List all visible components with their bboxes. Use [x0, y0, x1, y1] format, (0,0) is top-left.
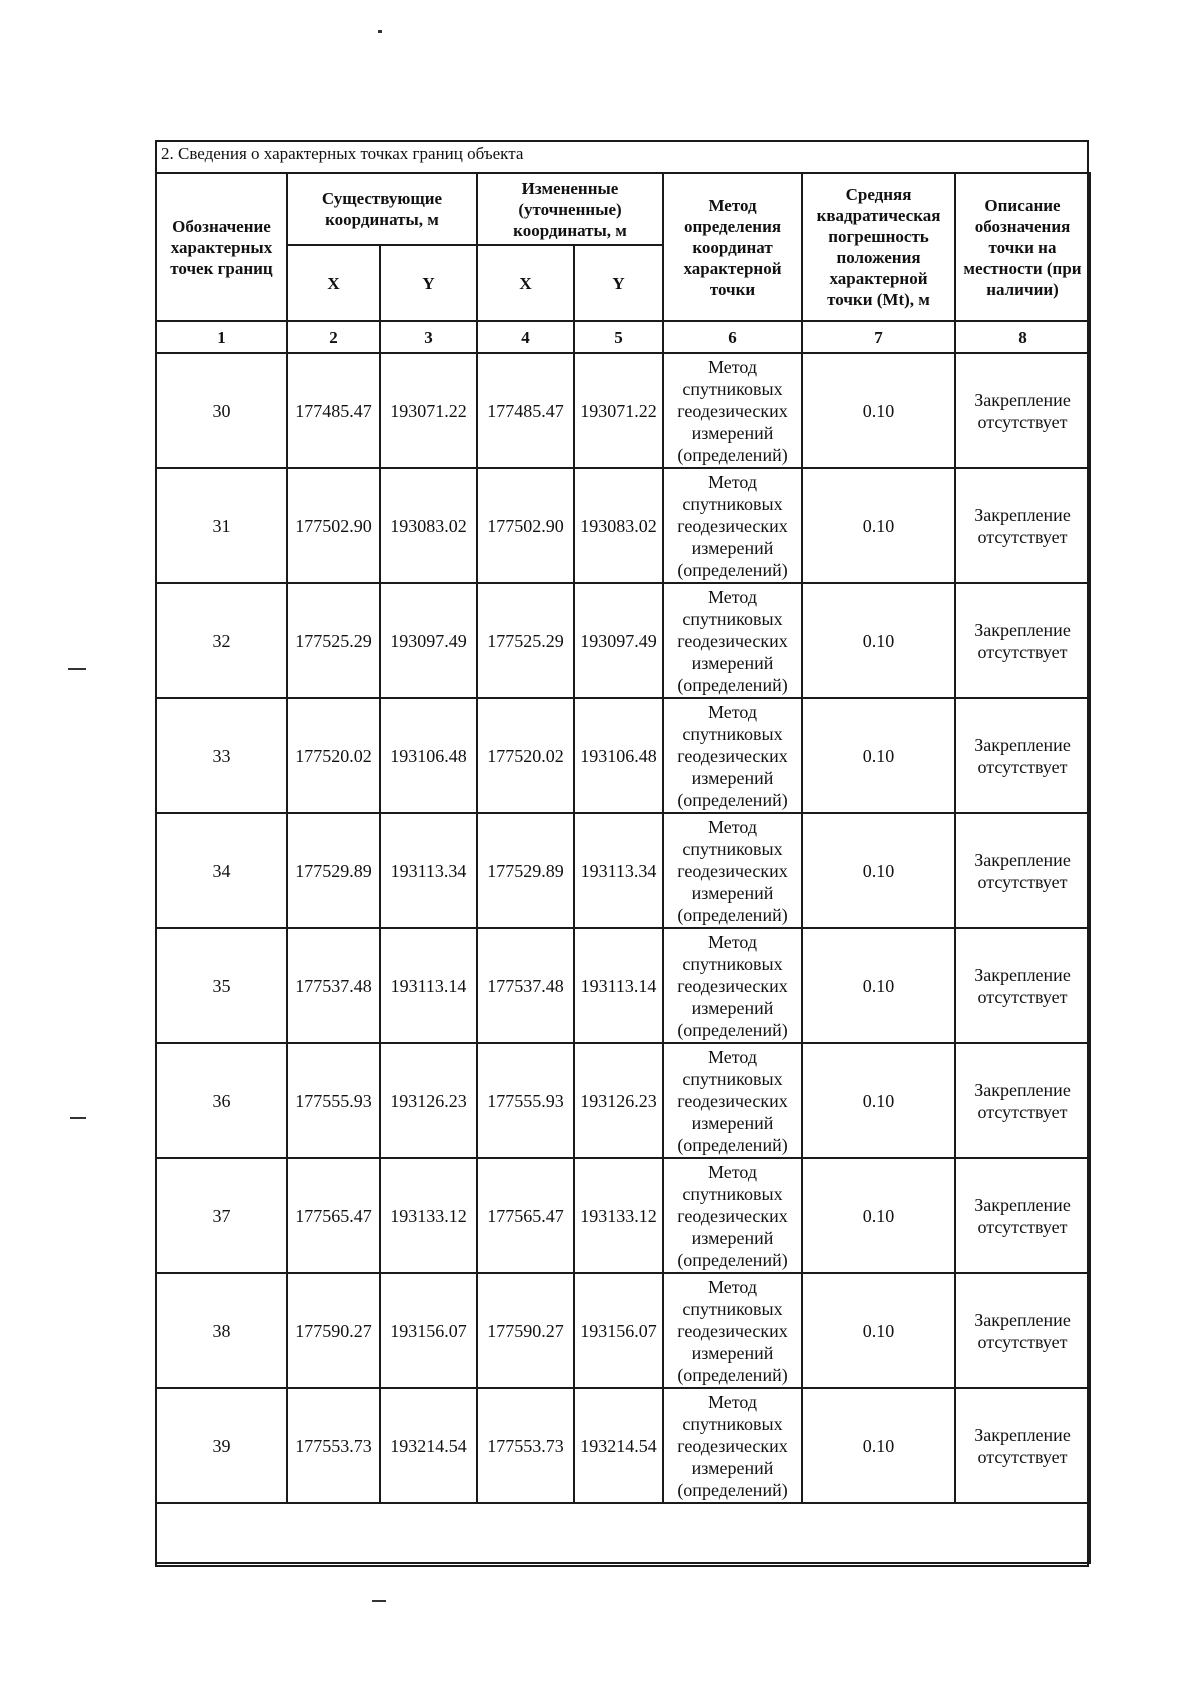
- description: Закрепление отсутствует: [955, 353, 1090, 468]
- existing-y: 193113.14: [380, 928, 477, 1043]
- changed-x: 177590.27: [477, 1273, 574, 1388]
- column-number: 1: [156, 321, 287, 353]
- method: Метод спутниковых геодезических измерений (определений): [663, 468, 802, 583]
- changed-x: 177553.73: [477, 1388, 574, 1503]
- accuracy: 0.10: [802, 1273, 955, 1388]
- description: Закрепление отсутствует: [955, 583, 1090, 698]
- existing-x: 177537.48: [287, 928, 380, 1043]
- method: Метод спутниковых геодезических измерений (определений): [663, 583, 802, 698]
- accuracy: 0.10: [802, 1388, 955, 1503]
- table-row: [156, 813, 1090, 928]
- header-existing-coordinates: Существующие координаты, м: [287, 173, 477, 245]
- scan-dash: [68, 668, 86, 670]
- accuracy: 0.10: [802, 928, 955, 1043]
- description: Закрепление отсутствует: [955, 698, 1090, 813]
- method: Метод спутниковых геодезических измерений (определений): [663, 928, 802, 1043]
- method: Метод спутниковых геодезических измерений (определений): [663, 1043, 802, 1158]
- method: Метод спутниковых геодезических измерений (определений): [663, 1388, 802, 1503]
- column-number: 3: [380, 321, 477, 353]
- table-row: [156, 468, 1090, 583]
- column-number: 5: [574, 321, 663, 353]
- existing-x: 177502.90: [287, 468, 380, 583]
- description: Закрепление отсутствует: [955, 928, 1090, 1043]
- description: Закрепление отсутствует: [955, 468, 1090, 583]
- existing-y: 193156.07: [380, 1273, 477, 1388]
- accuracy: 0.10: [802, 583, 955, 698]
- header-point-designation: Обозначение характерных точек границ: [156, 173, 287, 321]
- table-row: [156, 1158, 1090, 1273]
- existing-y: 193133.12: [380, 1158, 477, 1273]
- header-existing-x: X: [287, 245, 380, 321]
- changed-y: 193083.02: [574, 468, 663, 583]
- table-row: [156, 928, 1090, 1043]
- column-number: 2: [287, 321, 380, 353]
- changed-y: 193133.12: [574, 1158, 663, 1273]
- header-description: Описание обозначения точки на местности (при наличии): [955, 173, 1090, 321]
- description: Закрепление отсутствует: [955, 813, 1090, 928]
- point-designation: 31: [156, 468, 287, 583]
- changed-y: 193113.14: [574, 928, 663, 1043]
- table-row: [156, 1273, 1090, 1388]
- changed-x: 177529.89: [477, 813, 574, 928]
- header-existing-y: Y: [380, 245, 477, 321]
- method: Метод спутниковых геодезических измерений (определений): [663, 1273, 802, 1388]
- accuracy: 0.10: [802, 698, 955, 813]
- section-title: 2. Сведения о характерных точках границ объекта: [161, 144, 524, 163]
- existing-x: 177520.02: [287, 698, 380, 813]
- accuracy: 0.10: [802, 468, 955, 583]
- method: Метод спутниковых геодезических измерений (определений): [663, 698, 802, 813]
- table-row: [156, 353, 1090, 468]
- empty-footer-row: [156, 1503, 1090, 1563]
- table-row: [156, 583, 1090, 698]
- column-number: 8: [955, 321, 1090, 353]
- point-designation: 39: [156, 1388, 287, 1503]
- existing-y: 193097.49: [380, 583, 477, 698]
- header-changed-coordinates: Измененные (уточненные) координаты, м: [477, 173, 663, 245]
- header-method: Метод определения координат характерной точки: [663, 173, 802, 321]
- accuracy: 0.10: [802, 1158, 955, 1273]
- point-designation: 30: [156, 353, 287, 468]
- section-frame: [155, 140, 1089, 1567]
- accuracy: 0.10: [802, 353, 955, 468]
- description: Закрепление отсутствует: [955, 1388, 1090, 1503]
- method: Метод спутниковых геодезических измерений (определений): [663, 813, 802, 928]
- changed-x: 177537.48: [477, 928, 574, 1043]
- existing-y: 193106.48: [380, 698, 477, 813]
- method: Метод спутниковых геодезических измерений (определений): [663, 1158, 802, 1273]
- existing-y: 193113.34: [380, 813, 477, 928]
- point-designation: 37: [156, 1158, 287, 1273]
- accuracy: 0.10: [802, 813, 955, 928]
- existing-y: 193083.02: [380, 468, 477, 583]
- column-number: 7: [802, 321, 955, 353]
- existing-y: 193214.54: [380, 1388, 477, 1503]
- existing-x: 177555.93: [287, 1043, 380, 1158]
- method: Метод спутниковых геодезических измерений (определений): [663, 353, 802, 468]
- description: Закрепление отсутствует: [955, 1158, 1090, 1273]
- changed-x: 177485.47: [477, 353, 574, 468]
- changed-y: 193126.23: [574, 1043, 663, 1158]
- header-changed-x: X: [477, 245, 574, 321]
- existing-x: 177590.27: [287, 1273, 380, 1388]
- existing-x: 177525.29: [287, 583, 380, 698]
- point-designation: 35: [156, 928, 287, 1043]
- scan-dash: [372, 1600, 386, 1602]
- changed-x: 177555.93: [477, 1043, 574, 1158]
- table-row: [156, 1388, 1090, 1503]
- existing-y: 193126.23: [380, 1043, 477, 1158]
- changed-y: 193214.54: [574, 1388, 663, 1503]
- existing-x: 177553.73: [287, 1388, 380, 1503]
- description: Закрепление отсутствует: [955, 1043, 1090, 1158]
- existing-x: 177565.47: [287, 1158, 380, 1273]
- table-row: [156, 1043, 1090, 1158]
- existing-x: 177529.89: [287, 813, 380, 928]
- changed-y: 193097.49: [574, 583, 663, 698]
- existing-y: 193071.22: [380, 353, 477, 468]
- header-changed-y: Y: [574, 245, 663, 321]
- changed-x: 177520.02: [477, 698, 574, 813]
- scan-dot: [378, 30, 382, 33]
- header-accuracy: Средняя квадратическая погрешность положения характерной точки (Mt), м: [802, 173, 955, 321]
- changed-y: 193156.07: [574, 1273, 663, 1388]
- existing-x: 177485.47: [287, 353, 380, 468]
- point-designation: 32: [156, 583, 287, 698]
- changed-x: 177565.47: [477, 1158, 574, 1273]
- point-designation: 34: [156, 813, 287, 928]
- changed-y: 193113.34: [574, 813, 663, 928]
- changed-x: 177502.90: [477, 468, 574, 583]
- changed-x: 177525.29: [477, 583, 574, 698]
- point-designation: 36: [156, 1043, 287, 1158]
- table-row: [156, 698, 1090, 813]
- point-designation: 33: [156, 698, 287, 813]
- empty-cell: [156, 1503, 1090, 1563]
- changed-y: 193071.22: [574, 353, 663, 468]
- characteristic-points-table: [155, 172, 1091, 1564]
- accuracy: 0.10: [802, 1043, 955, 1158]
- description: Закрепление отсутствует: [955, 1273, 1090, 1388]
- column-number: 6: [663, 321, 802, 353]
- scan-dash: [70, 1117, 86, 1119]
- changed-y: 193106.48: [574, 698, 663, 813]
- point-designation: 38: [156, 1273, 287, 1388]
- column-number: 4: [477, 321, 574, 353]
